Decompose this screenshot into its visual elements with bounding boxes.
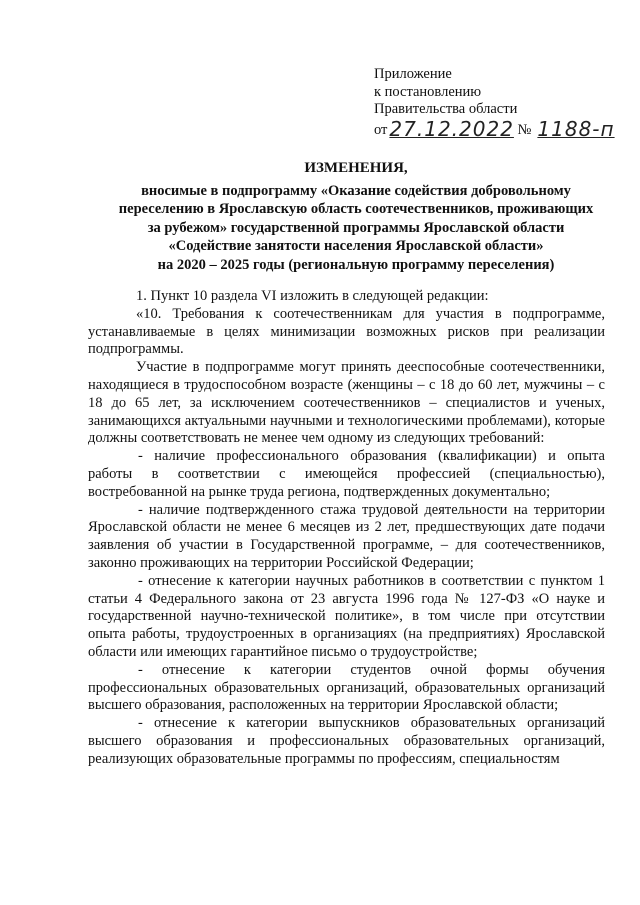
annex-line-2: к постановлению [374, 83, 482, 100]
list-item: - наличие профессионального образования (квалификации) и опыта работы в соответствии с имеющейся профессией (специальностью), востребованной на рынке труда региона, подтвержденных документально; [88, 448, 605, 500]
document-title [96, 159, 616, 275]
paragraph: «10. Требования к соотечественникам для участия в подпрограмме, устанавливаемые в целях минимизации возможных рисков при реализации подпрограммы. [88, 305, 605, 358]
list-item: - наличие подтвержденного стажа трудовой деятельности на территории Ярославской области не менее 6 месяцев из 2 лет, предшествующих дате подачи заявления об участии в Государственной программе, – для соотечественников, законно проживающих на территории Российской Федерации; [88, 501, 605, 571]
list-item: - отнесение к категории выпускников образовательных организаций высшего образования и профессиональных образовательных организаций, реализующих образовательные программы по профессиям, специальностям [88, 715, 605, 767]
title-line-2: переселению в Ярославскую область соотечественников, проживающих [118, 201, 594, 218]
annex-date-prefix: от [374, 121, 388, 138]
title-line-1: вносимые в подпрограмму «Оказание содействия добровольному [141, 182, 571, 199]
handwritten-number: 1188-п [537, 116, 615, 141]
annex-header [374, 66, 624, 139]
annex-date-number [374, 116, 624, 141]
annex-line-3: Правительства области [374, 101, 518, 117]
title-line-4: «Содействие занятости населения Ярославской области» [168, 238, 544, 255]
handwritten-date: 27.12.2022 [389, 116, 514, 141]
title-line-3: за рубежом» государственной программы Ярославской области [147, 219, 565, 236]
annex-line-1: Приложение [374, 66, 452, 82]
annex-number-sign: № [517, 121, 532, 138]
list-item: - отнесение к категории научных работников в соответствии с пунктом 1 статьи 4 Федерального закона от 23 августа 1996 года № 127-ФЗ «О науке и государственной научно-технической политике», в том числе при отсутствии опыта работы, трудоустроенных в организациях (на предприятиях) Ярославской области или имеющих гарантийное письмо о трудоустройстве; [88, 572, 605, 660]
title-line-5: на 2020 – 2025 годы (региональную программу переселения) [157, 256, 555, 273]
paragraph: 1. Пункт 10 раздела VI изложить в следующей редакции: [136, 288, 489, 304]
document-body [88, 288, 605, 769]
paragraph: Участие в подпрограмме могут принять дееспособные соотечественники, находящиеся в трудоспособном возрасте (женщины – с 18 до 60 лет, мужчины – с 18 до 65 лет, за исключением соотечественников – специалистов и ученых, занимающихся актуальными научными и технологическими проблемами), которые должны соответствовать не менее чем одному из следующих требований: [88, 359, 605, 447]
title-main: ИЗМЕНЕНИЯ, [304, 160, 408, 176]
list-item: - отнесение к категории студентов очной формы обучения профессиональных образовательных организаций, образовательных организаций высшего образования, расположенных на территории Ярославской области; [88, 661, 605, 714]
